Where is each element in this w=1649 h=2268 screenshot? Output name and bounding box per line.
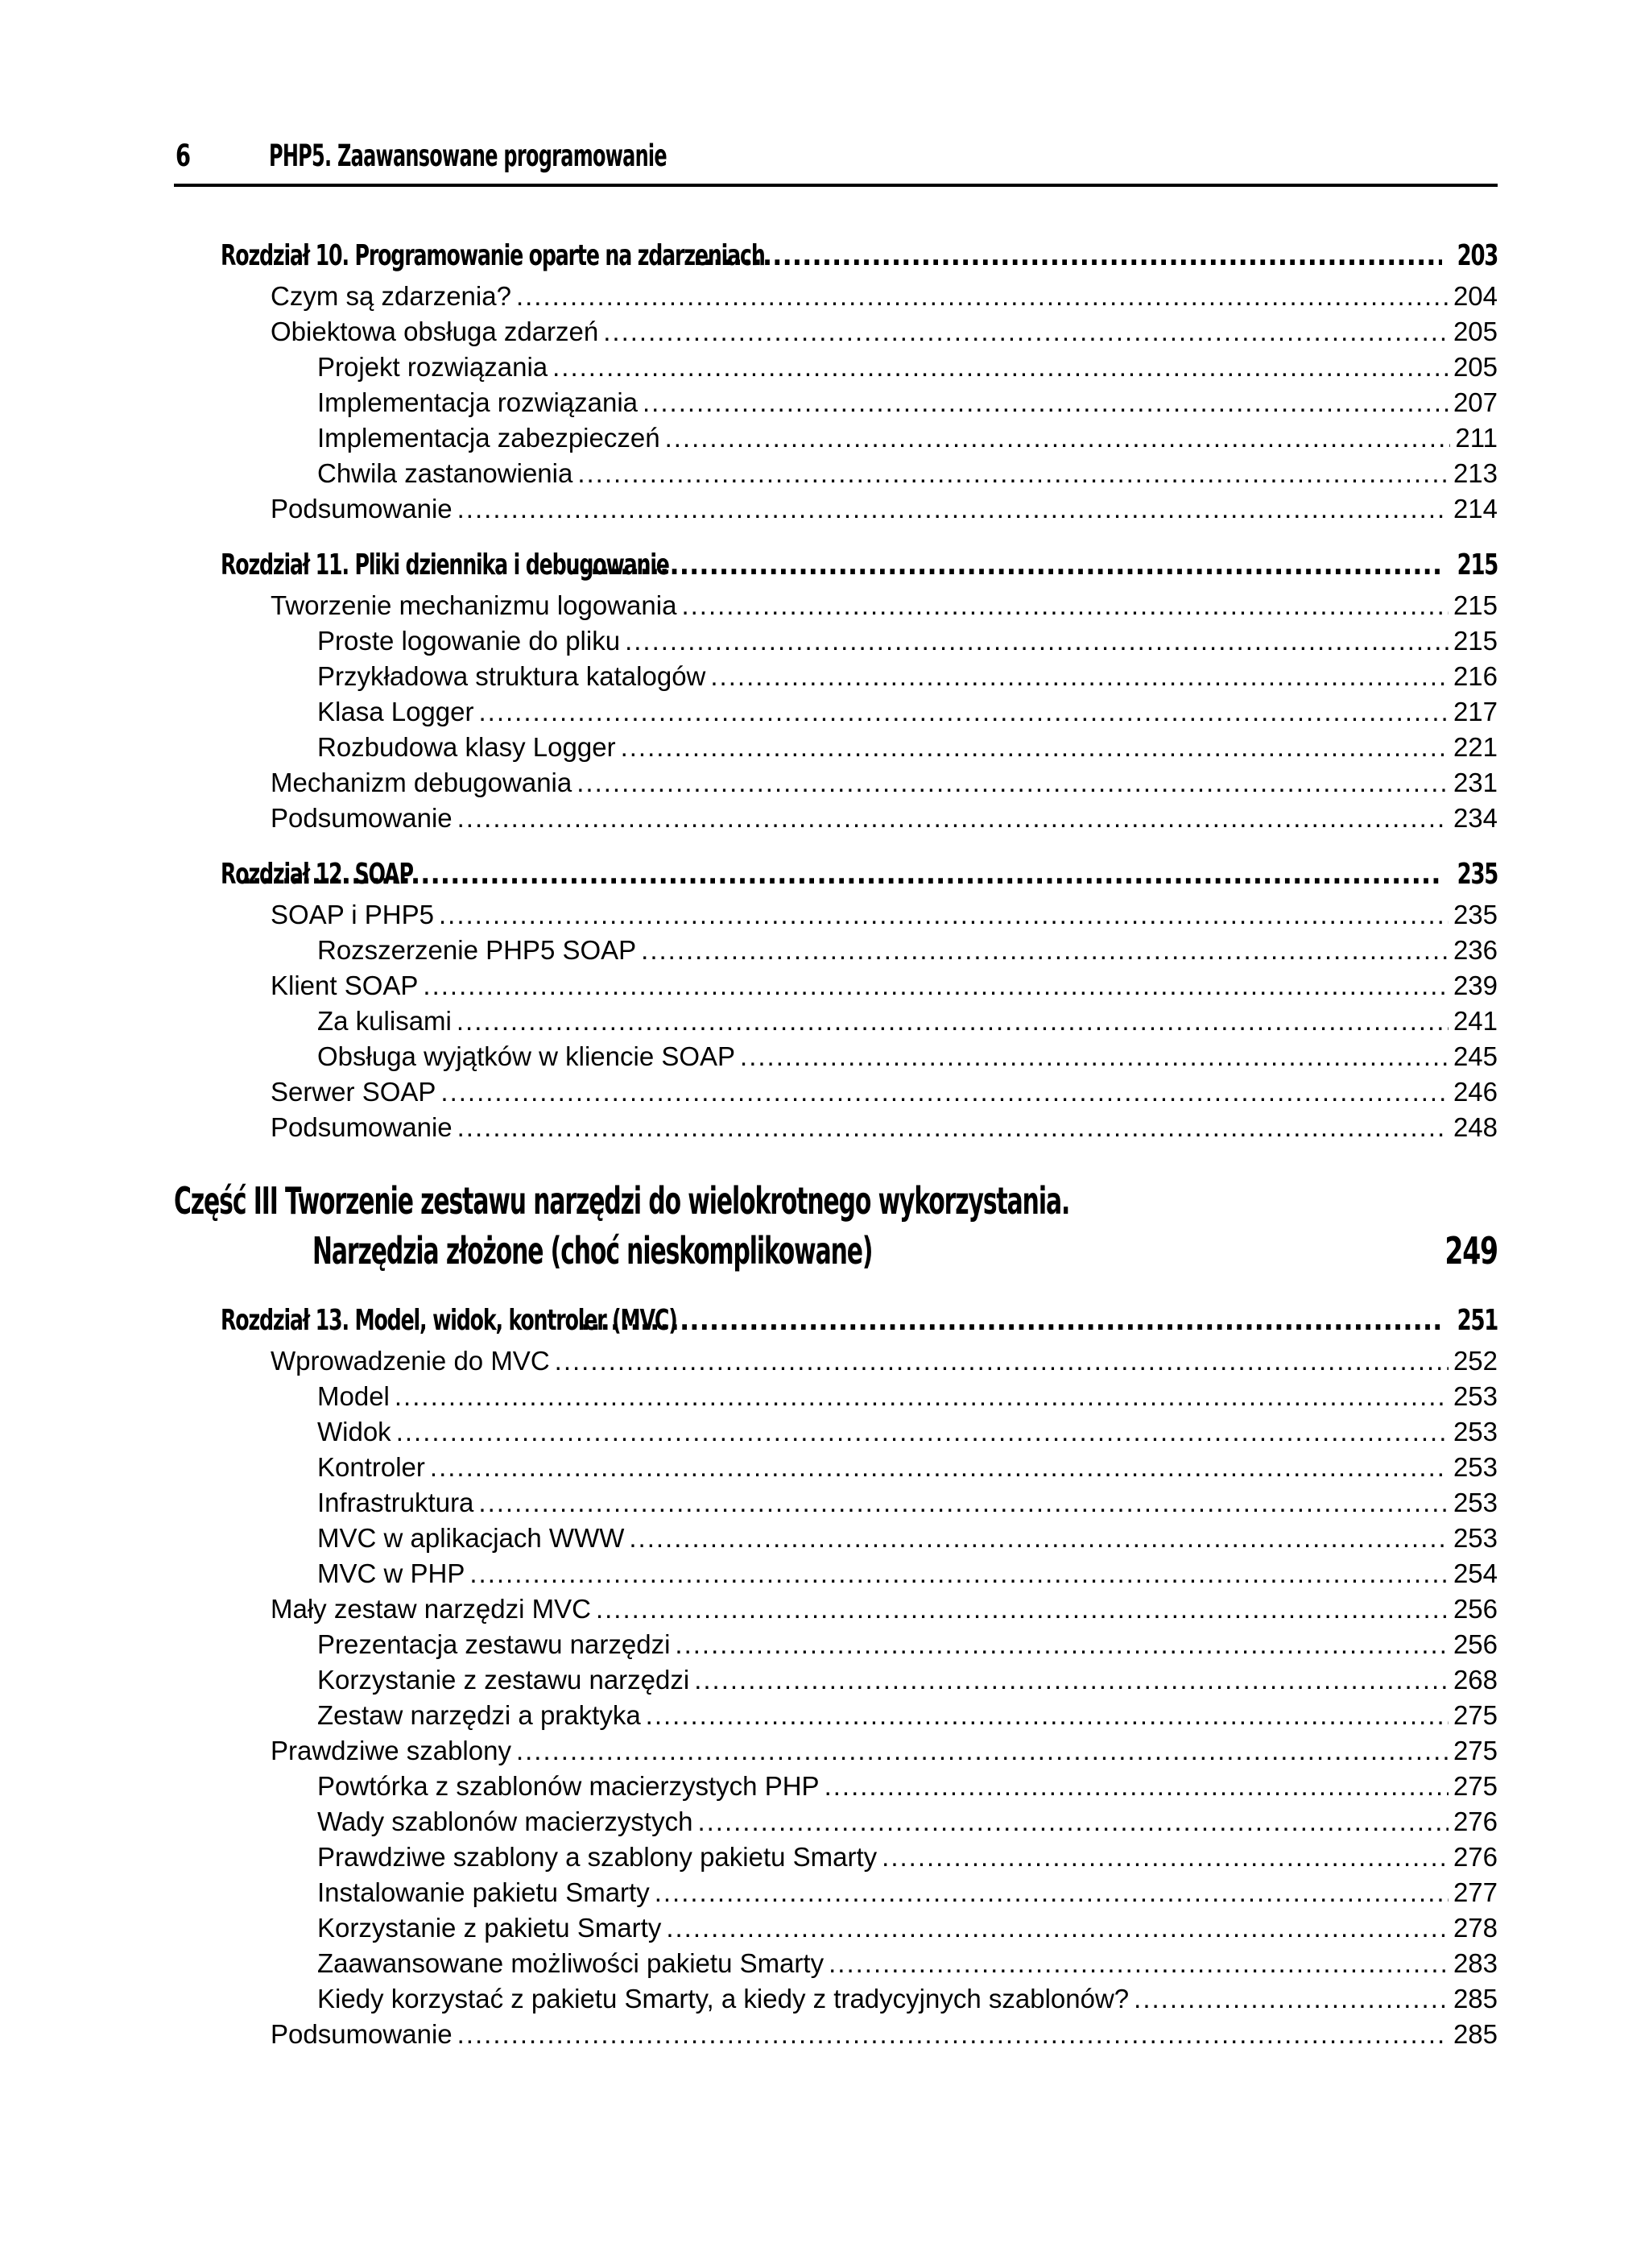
subsection-entry[interactable] xyxy=(174,1662,1498,1698)
entry-title: Rozszerzenie PHP5 SOAP xyxy=(317,935,637,965)
entry-title: Prawdziwe szablony xyxy=(271,1736,511,1765)
entry-page-number: 203 xyxy=(1457,239,1498,272)
entry-page-number: 205 xyxy=(1453,317,1498,346)
entry-page-number: 253 xyxy=(1453,1417,1498,1446)
entry-page-number: 221 xyxy=(1453,732,1498,762)
chapters-before-part xyxy=(174,234,1498,1145)
entry-title: Implementacja zabezpieczeń xyxy=(317,423,660,453)
dot-leader xyxy=(641,933,1449,968)
dot-leader xyxy=(457,801,1449,836)
section-entry[interactable] xyxy=(174,1110,1498,1145)
entry-page-number: 204 xyxy=(1453,281,1498,311)
dot-leader xyxy=(666,1910,1449,1946)
dot-leader xyxy=(457,1004,1449,1039)
entry-title: Zaawansowane możliwości pakietu Smarty xyxy=(317,1948,824,1978)
entry-page-number: 253 xyxy=(1453,1452,1498,1482)
chapters-after-part xyxy=(174,1298,1498,2052)
subsection-entry[interactable] xyxy=(174,1875,1498,1910)
entry-title: Implementacja rozwiązania xyxy=(317,387,639,417)
chapter-heading[interactable] xyxy=(174,234,1498,279)
entry-page-number: 246 xyxy=(1453,1077,1498,1107)
dot-leader xyxy=(643,385,1449,420)
subsection-entry[interactable] xyxy=(174,1981,1498,2017)
entry-title: Podsumowanie xyxy=(271,494,453,524)
entry-title: Rozdział 13. Model, widok, kontroler (MVC) xyxy=(221,1304,677,1337)
entry-page-number: 236 xyxy=(1453,935,1498,965)
section-entry[interactable] xyxy=(174,765,1498,801)
dot-leader xyxy=(697,1804,1449,1840)
dot-leader xyxy=(829,1946,1449,1981)
dot-leader xyxy=(430,1450,1449,1485)
entry-title: Rozdział 12. SOAP xyxy=(221,858,413,891)
subsection-entry[interactable] xyxy=(174,623,1498,659)
entry-page-number: 254 xyxy=(1453,1558,1498,1588)
subsection-entry[interactable] xyxy=(174,1379,1498,1414)
entry-page-number: 268 xyxy=(1453,1665,1498,1695)
dot-leader xyxy=(577,765,1449,801)
entry-title: Podsumowanie xyxy=(271,2019,453,2049)
subsection-entry[interactable] xyxy=(174,1769,1498,1804)
dot-leader xyxy=(439,897,1449,933)
entry-title: Powtórka z szablonów macierzystych PHP xyxy=(317,1771,820,1801)
entry-title: Mechanizm debugowania xyxy=(271,768,572,797)
dot-leader xyxy=(646,1698,1449,1733)
entry-title: Obiektowa obsługa zdarzeń xyxy=(271,317,599,346)
entry-title: MVC w aplikacjach WWW xyxy=(317,1523,625,1553)
entry-title: Czym są zdarzenia? xyxy=(271,281,511,311)
entry-page-number: 256 xyxy=(1453,1629,1498,1659)
entry-page-number: 251 xyxy=(1457,1304,1498,1337)
dot-leader xyxy=(681,588,1449,623)
entry-title: SOAP i PHP5 xyxy=(271,900,434,929)
dot-leader xyxy=(629,1521,1449,1556)
entry-page-number: 231 xyxy=(1453,768,1498,797)
subsection-entry[interactable] xyxy=(174,385,1498,420)
dot-leader xyxy=(603,314,1449,350)
entry-title: Projekt rozwiązania xyxy=(317,352,548,382)
subsection-entry[interactable] xyxy=(174,1414,1498,1450)
entry-title: Rozdział 10. Programowanie oparte na zdarzeniach xyxy=(221,239,765,272)
subsection-entry[interactable] xyxy=(174,420,1498,456)
entry-page-number: 275 xyxy=(1453,1771,1498,1801)
entry-page-number: 275 xyxy=(1453,1736,1498,1765)
entry-page-number: 253 xyxy=(1453,1381,1498,1411)
entry-title: Korzystanie z pakietu Smarty xyxy=(317,1913,662,1943)
dot-leader xyxy=(882,1840,1449,1875)
entry-page-number: 256 xyxy=(1453,1594,1498,1624)
subsection-entry[interactable] xyxy=(174,1556,1498,1591)
dot-leader xyxy=(577,456,1449,491)
entry-page-number: 234 xyxy=(1453,803,1498,833)
section-entry[interactable] xyxy=(174,968,1498,1004)
entry-page-number: 253 xyxy=(1453,1488,1498,1517)
dot-leader xyxy=(581,1298,1442,1343)
entry-page-number: 277 xyxy=(1453,1877,1498,1907)
entry-page-number: 283 xyxy=(1453,1948,1498,1978)
dot-leader xyxy=(693,234,1442,279)
entry-page-number: 217 xyxy=(1453,697,1498,726)
entry-page-number: 211 xyxy=(1455,423,1498,453)
entry-title: Podsumowanie xyxy=(271,1112,453,1142)
entry-title: Kiedy korzystać z pakietu Smarty, a kiedy z tradycyjnych szablonów? xyxy=(317,1984,1130,2013)
section-entry[interactable] xyxy=(174,491,1498,527)
entry-title: Obsługa wyjątków w kliencie SOAP xyxy=(317,1041,736,1071)
entry-page-number: 215 xyxy=(1453,626,1498,656)
dot-leader xyxy=(469,1556,1449,1591)
entry-title: Proste logowanie do pliku xyxy=(317,626,621,656)
dot-leader xyxy=(555,1343,1449,1379)
subsection-entry[interactable] xyxy=(174,1698,1498,1733)
entry-title: Chwila zastanowienia xyxy=(317,458,573,488)
entry-page-number: 207 xyxy=(1453,387,1498,417)
entry-title: Model xyxy=(317,1381,390,1411)
entry-title: Prezentacja zestawu narzędzi xyxy=(317,1629,671,1659)
entry-title: Infrastruktura xyxy=(317,1488,474,1517)
dot-leader xyxy=(457,491,1449,527)
dot-leader xyxy=(395,1379,1449,1414)
chapter-heading[interactable] xyxy=(174,543,1498,588)
dot-leader xyxy=(516,1733,1449,1769)
subsection-entry[interactable] xyxy=(174,456,1498,491)
entry-page-number: 216 xyxy=(1453,661,1498,691)
dot-leader xyxy=(478,1485,1449,1521)
entry-title: Instalowanie pakietu Smarty xyxy=(317,1877,650,1907)
entry-title: Rozdział 11. Pliki dziennika i debugowanie xyxy=(221,548,669,581)
entry-title: Kontroler xyxy=(317,1452,425,1482)
subsection-entry[interactable] xyxy=(174,659,1498,694)
dot-leader xyxy=(396,1414,1449,1450)
entry-title: Podsumowanie xyxy=(271,803,453,833)
section-entry[interactable] xyxy=(174,2017,1498,2052)
dot-leader xyxy=(675,1627,1449,1662)
part-heading xyxy=(174,1179,1498,1282)
part-page-number: 249 xyxy=(1444,1229,1498,1273)
entry-page-number: 205 xyxy=(1453,352,1498,382)
entry-page-number: 278 xyxy=(1453,1913,1498,1943)
dot-leader xyxy=(625,623,1449,659)
dot-leader xyxy=(457,1110,1449,1145)
dot-leader xyxy=(740,1039,1449,1074)
entry-page-number: 248 xyxy=(1453,1112,1498,1142)
subsection-entry[interactable] xyxy=(174,1910,1498,1946)
section-entry[interactable] xyxy=(174,897,1498,933)
entry-title: Tworzenie mechanizmu logowania xyxy=(271,590,677,620)
entry-page-number: 214 xyxy=(1453,494,1498,524)
subsection-entry[interactable] xyxy=(174,730,1498,765)
entry-title: Wprowadzenie do MVC xyxy=(271,1346,550,1376)
entry-page-number: 252 xyxy=(1453,1346,1498,1376)
subsection-entry[interactable] xyxy=(174,1521,1498,1556)
table-of-contents xyxy=(174,234,1498,2052)
entry-page-number: 253 xyxy=(1453,1523,1498,1553)
subsection-entry[interactable] xyxy=(174,350,1498,385)
entry-title: Przykładowa struktura katalogów xyxy=(317,661,706,691)
dot-leader xyxy=(242,852,1442,897)
dot-leader xyxy=(824,1769,1449,1804)
entry-page-number: 275 xyxy=(1453,1700,1498,1730)
dot-leader xyxy=(570,543,1442,588)
section-entry[interactable] xyxy=(174,588,1498,623)
entry-title: Prawdziwe szablony a szablony pakietu Smarty xyxy=(317,1842,878,1872)
dot-leader xyxy=(710,659,1449,694)
section-entry[interactable] xyxy=(174,1074,1498,1110)
subsection-entry[interactable] xyxy=(174,933,1498,968)
dot-leader xyxy=(694,1662,1449,1698)
subsection-entry[interactable] xyxy=(174,1450,1498,1485)
section-entry[interactable] xyxy=(174,1343,1498,1379)
section-entry[interactable] xyxy=(174,1591,1498,1627)
part-title-line1: Część III Tworzenie zestawu narzędzi do wielokrotnego wykorzystania. xyxy=(174,1179,1070,1223)
entry-title: Klasa Logger xyxy=(317,697,474,726)
dot-leader xyxy=(516,279,1449,314)
subsection-entry[interactable] xyxy=(174,1946,1498,1981)
entry-title: Widok xyxy=(317,1417,391,1446)
section-entry[interactable] xyxy=(174,1733,1498,1769)
section-entry[interactable] xyxy=(174,314,1498,350)
dot-leader xyxy=(665,420,1451,456)
entry-page-number: 276 xyxy=(1453,1807,1498,1836)
entry-page-number: 241 xyxy=(1453,1006,1498,1036)
subsection-entry[interactable] xyxy=(174,1840,1498,1875)
subsection-entry[interactable] xyxy=(174,694,1498,730)
entry-page-number: 213 xyxy=(1453,458,1498,488)
entry-title: Rozbudowa klasy Logger xyxy=(317,732,616,762)
dot-leader xyxy=(440,1074,1449,1110)
chapter-heading[interactable] xyxy=(174,852,1498,897)
entry-page-number: 245 xyxy=(1453,1041,1498,1071)
book-title: PHP5. Zaawansowane programowanie xyxy=(269,139,667,173)
subsection-entry[interactable] xyxy=(174,1039,1498,1074)
entry-page-number: 235 xyxy=(1453,900,1498,929)
dot-leader xyxy=(596,1591,1449,1627)
section-entry[interactable] xyxy=(174,801,1498,836)
subsection-entry[interactable] xyxy=(174,1004,1498,1039)
dot-leader xyxy=(552,350,1449,385)
section-entry[interactable] xyxy=(174,279,1498,314)
entry-page-number: 215 xyxy=(1457,548,1498,581)
entry-title: Wady szablonów macierzystych xyxy=(317,1807,693,1836)
dot-leader xyxy=(1134,1981,1449,2017)
dot-leader xyxy=(655,1875,1449,1910)
part-title-line2: Narzędzia złożone (choć nieskomplikowane) xyxy=(312,1229,873,1273)
running-head xyxy=(174,134,1498,187)
entry-title: Za kulisami xyxy=(317,1006,452,1036)
entry-page-number: 235 xyxy=(1457,858,1498,891)
subsection-entry[interactable] xyxy=(174,1627,1498,1662)
entry-title: Serwer SOAP xyxy=(271,1077,436,1107)
chapter-heading[interactable] xyxy=(174,1298,1498,1343)
entry-title: MVC w PHP xyxy=(317,1558,465,1588)
entry-page-number: 276 xyxy=(1453,1842,1498,1872)
dot-leader xyxy=(621,730,1449,765)
page-number: 6 xyxy=(176,139,191,173)
entry-title: Mały zestaw narzędzi MVC xyxy=(271,1594,591,1624)
entry-page-number: 239 xyxy=(1453,971,1498,1000)
dot-leader xyxy=(423,968,1449,1004)
dot-leader xyxy=(478,694,1448,730)
subsection-entry[interactable] xyxy=(174,1804,1498,1840)
entry-page-number: 285 xyxy=(1453,1984,1498,2013)
subsection-entry[interactable] xyxy=(174,1485,1498,1521)
entry-title: Korzystanie z zestawu narzędzi xyxy=(317,1665,690,1695)
entry-page-number: 215 xyxy=(1453,590,1498,620)
entry-page-number: 285 xyxy=(1453,2019,1498,2049)
entry-title: Klient SOAP xyxy=(271,971,419,1000)
entry-title: Zestaw narzędzi a praktyka xyxy=(317,1700,641,1730)
dot-leader xyxy=(457,2017,1449,2052)
